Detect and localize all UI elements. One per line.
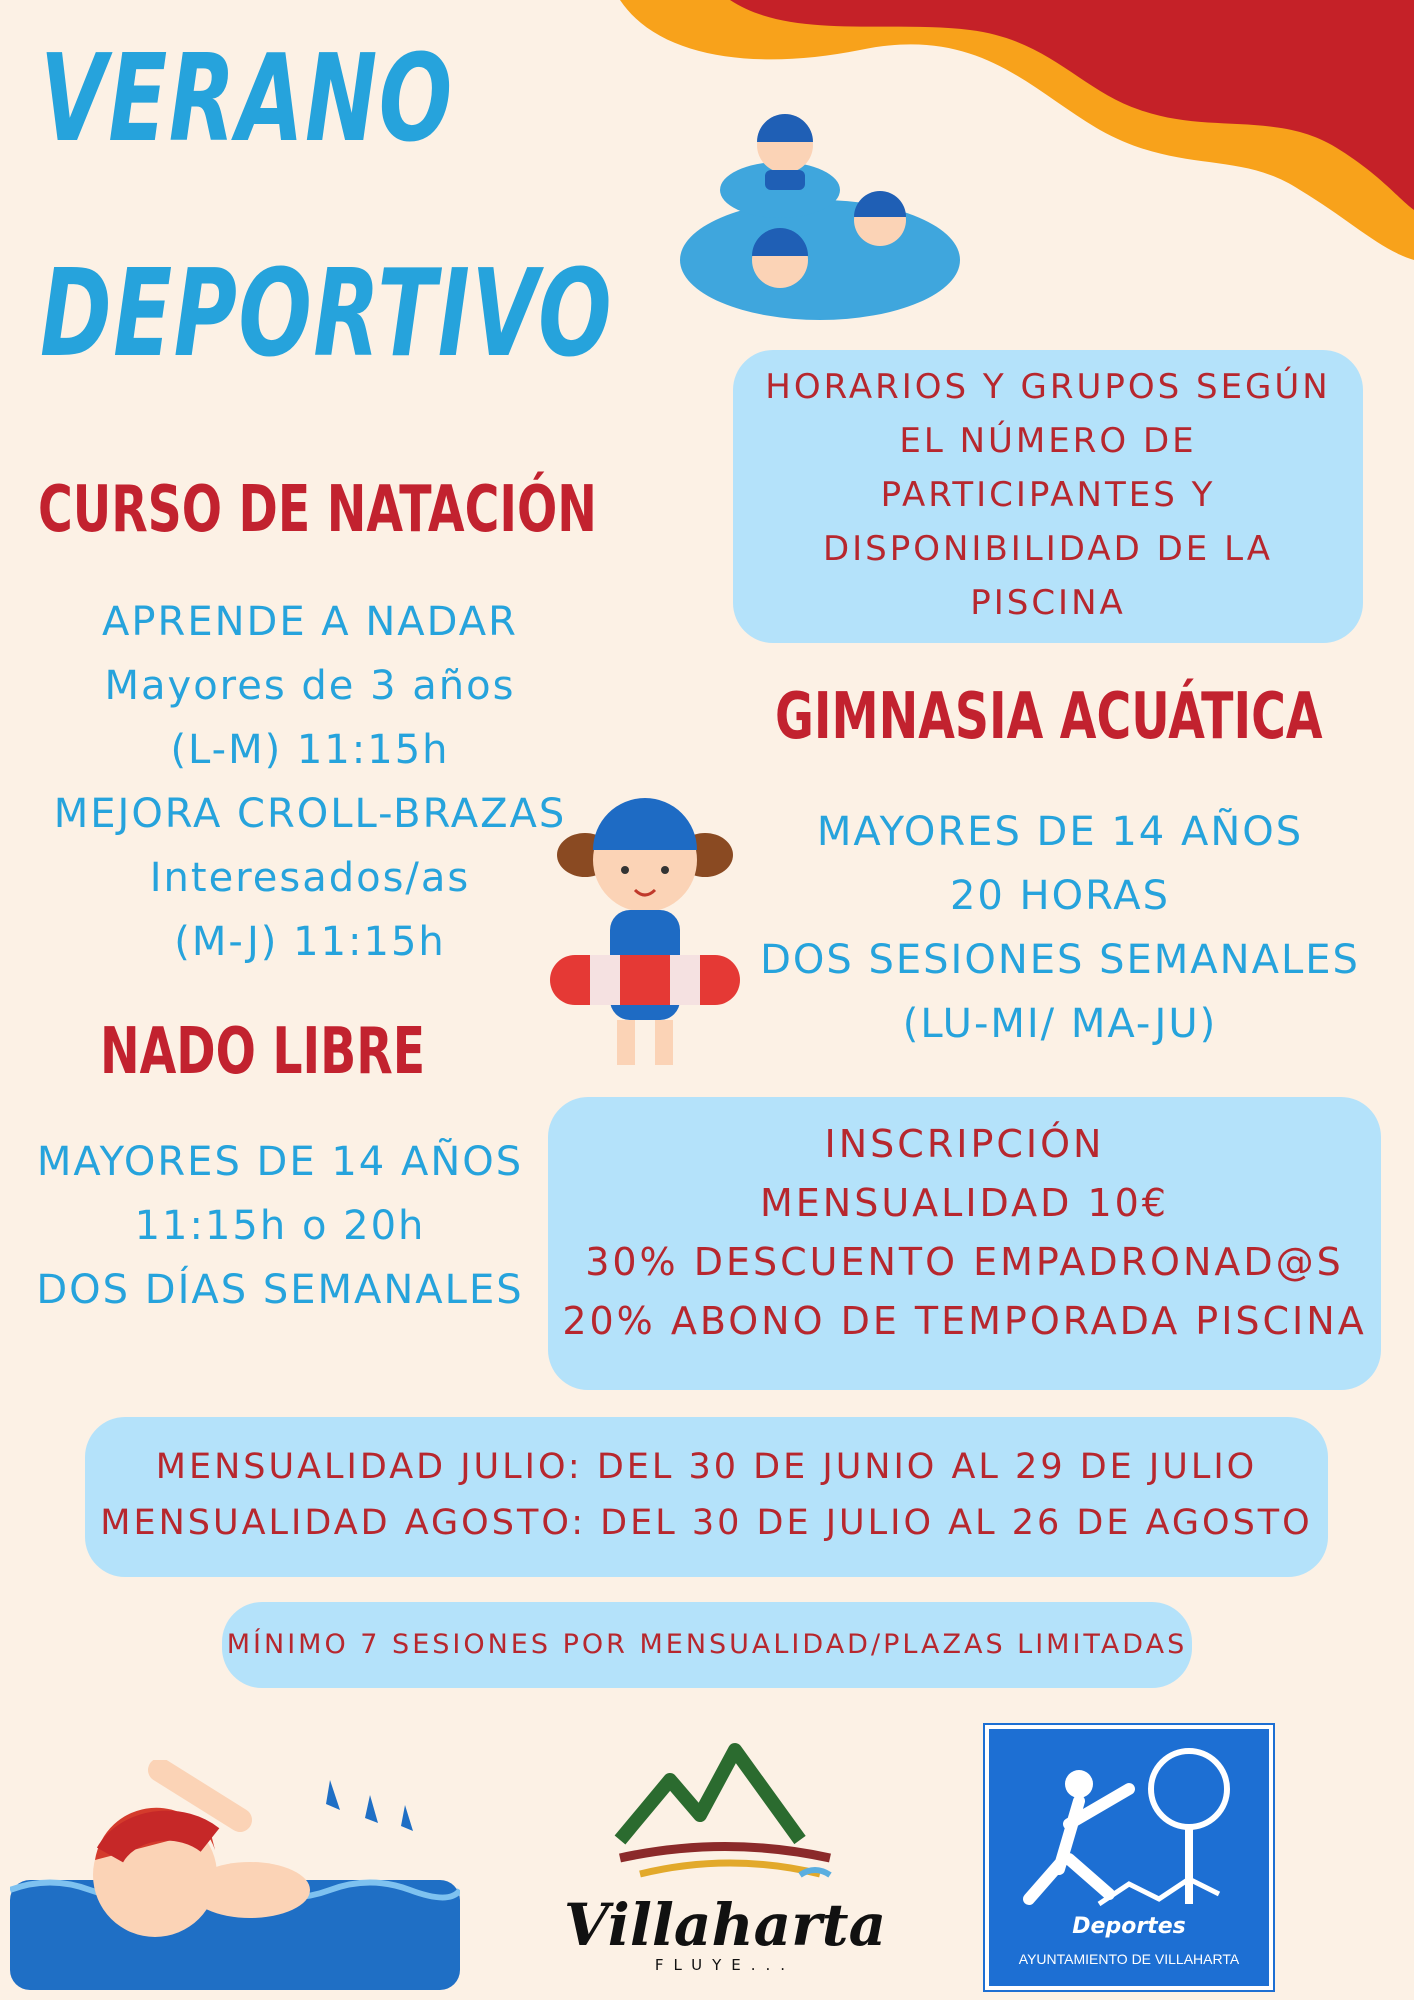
natacion-line: Mayores de 3 años — [104, 663, 516, 709]
minimo-info-box — [222, 1602, 1192, 1688]
gimnasia-line: DOS SESIONES SEMANALES — [760, 937, 1360, 983]
natacion-heading: CURSO DE NATACIÓN — [38, 473, 597, 547]
gimnasia-line: 20 HORAS — [949, 873, 1171, 919]
horarios-line: PISCINA — [970, 583, 1126, 623]
villaharta-tagline: FLUYE... — [654, 1956, 796, 1974]
deportes-logo — [985, 1725, 1273, 1990]
inscripcion-line: 20% ABONO DE TEMPORADA PISCINA — [562, 1299, 1367, 1343]
gimnasia-line: MAYORES DE 14 AÑOS — [816, 809, 1304, 855]
minimo-text: MÍNIMO 7 SESIONES POR MENSUALIDAD/PLAZAS LIMITADAS — [226, 1629, 1188, 1660]
gimnasia-line: (LU-MI/ MA-JU) — [902, 1001, 1218, 1047]
horarios-line: DISPONIBILIDAD DE LA — [822, 529, 1274, 569]
gimnasia-heading: GIMNASIA ACUÁTICA — [775, 680, 1323, 754]
natacion-line: (M-J) 11:15h — [174, 919, 446, 965]
mountain-logo-icon — [560, 1740, 890, 1890]
inscripcion-line: MENSUALIDAD 10€ — [760, 1181, 1169, 1225]
nado-libre-heading: NADO LIBRE — [100, 1015, 426, 1089]
poster-title-line2: DEPORTIVO — [40, 245, 614, 384]
girl-swim-ring-illustration — [545, 795, 745, 1075]
nado-libre-line: DOS DÍAS SEMANALES — [36, 1267, 524, 1313]
natacion-line: (L-M) 11:15h — [170, 727, 450, 773]
deportes-name: Deportes — [1072, 1914, 1186, 1939]
poster-title-line1: VERANO — [40, 30, 454, 169]
inscripcion-line: INSCRIPCIÓN — [824, 1122, 1105, 1166]
nado-libre-line: 11:15h o 20h — [134, 1203, 426, 1249]
fechas-line: MENSUALIDAD JULIO: DEL 30 DE JUNIO AL 29 DE JULIO — [155, 1447, 1258, 1487]
horarios-info-box — [733, 350, 1363, 643]
natacion-line: Interesados/as — [149, 855, 471, 901]
horarios-line: EL NÚMERO DE — [899, 421, 1197, 461]
inscripcion-line: 30% DESCUENTO EMPADRONAD@S — [585, 1240, 1344, 1284]
swimming-kids-illustration — [670, 100, 970, 325]
gimnasia-details — [740, 800, 1380, 1056]
deportes-caption: AYUNTAMIENTO DE VILLAHARTA — [1018, 1951, 1240, 1967]
fechas-line: MENSUALIDAD AGOSTO: DEL 30 DE JULIO AL 26 DE AGOSTO — [100, 1503, 1313, 1543]
villaharta-logo — [560, 1740, 890, 1980]
inscripcion-info-box — [548, 1097, 1381, 1390]
fechas-info-box — [85, 1417, 1328, 1577]
natacion-line: APRENDE A NADAR — [102, 599, 518, 645]
swimmer-illustration — [10, 1760, 460, 2000]
nado-libre-details — [20, 1130, 540, 1322]
horarios-line: HORARIOS Y GRUPOS SEGÚN — [765, 367, 1331, 407]
sports-figure-icon — [989, 1729, 1269, 1924]
natacion-line: MEJORA CROLL-BRAZAS — [53, 791, 567, 837]
villaharta-name: Villaharta — [563, 1891, 887, 1959]
natacion-details — [20, 590, 600, 974]
nado-libre-line: MAYORES DE 14 AÑOS — [36, 1139, 524, 1185]
horarios-line: PARTICIPANTES Y — [880, 475, 1216, 515]
